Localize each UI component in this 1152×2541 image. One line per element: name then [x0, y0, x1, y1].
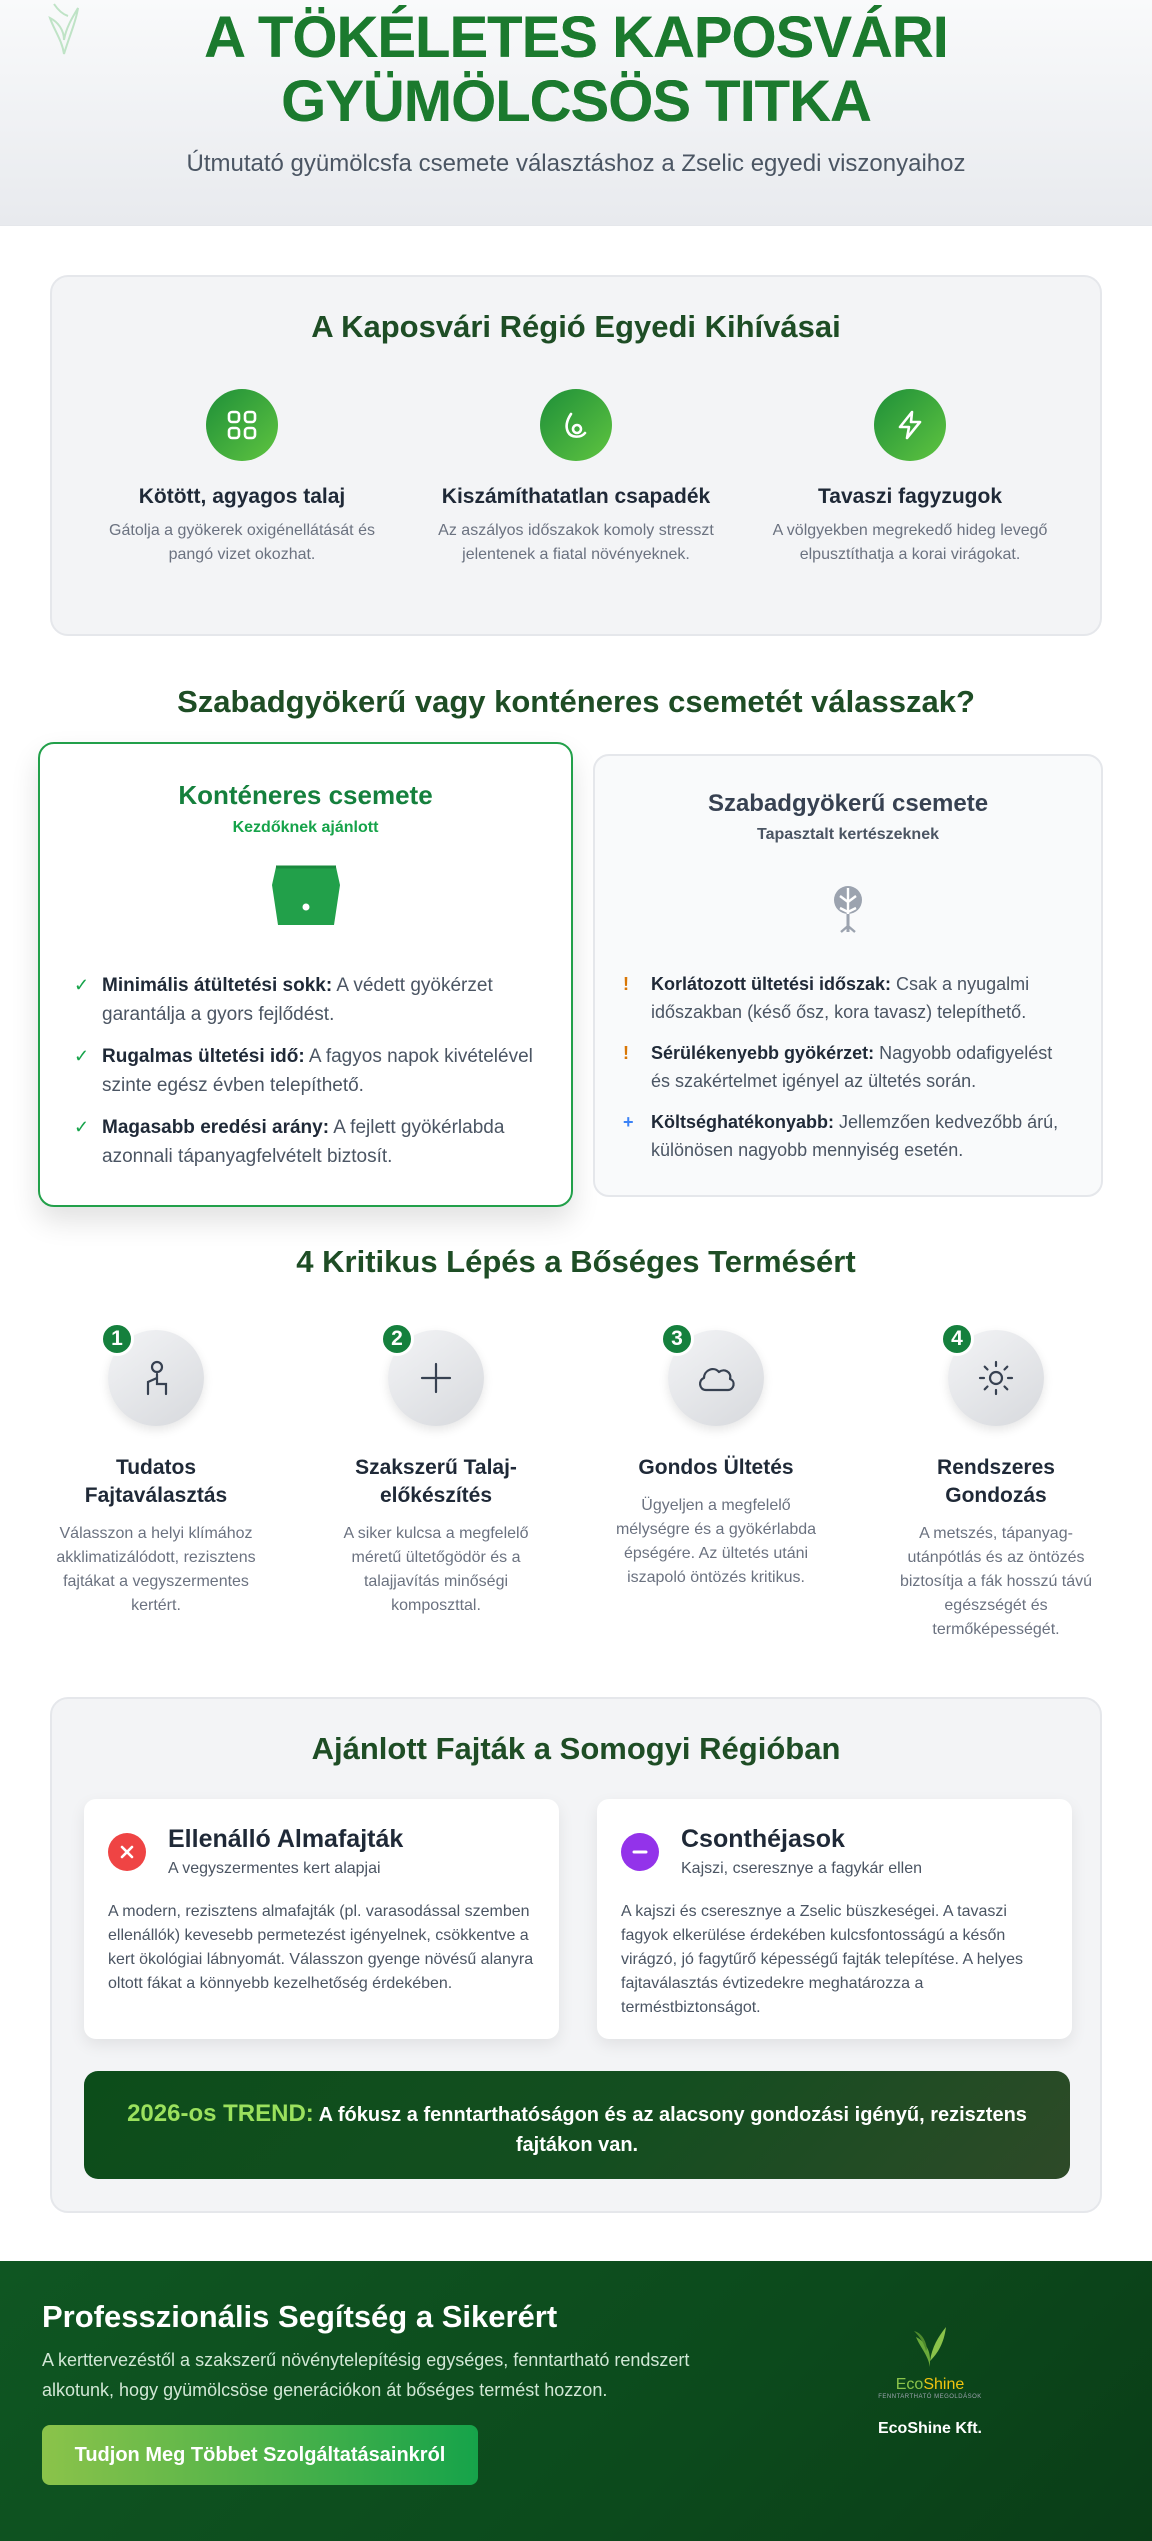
learn-more-button[interactable]: Tudjon Meg Többet Szolgáltatásainkról — [42, 2425, 478, 2485]
card-title: Szabadgyökerű csemete — [707, 790, 989, 817]
feature-text: A fejlett gyökérlabda azonnali tápanyagfelvételt biztosít. — [102, 1117, 505, 1167]
bareroot-seedling-card — [593, 754, 1103, 1197]
challenge-title: Kötött, agyagos talaj — [138, 485, 346, 508]
challenge-item — [760, 389, 1060, 567]
step-circle — [388, 1327, 484, 1426]
step-number: 1 — [100, 1322, 134, 1356]
person-icon — [136, 1358, 176, 1398]
feature-bold: Rugalmas ültetési idő: — [102, 1046, 305, 1067]
feature-item — [74, 1113, 535, 1171]
feature-bold: Sérülékenyebb gyökérzet: — [651, 1043, 875, 1063]
step-text: A siker kulcsa a megfelelő méretű ültetőgödör és a talajjavítás minőségi komposzttal. — [343, 1525, 529, 1614]
trend-label: 2026-os TREND: — [127, 2100, 314, 2127]
page-subtitle: Útmutató gyümölcsfa csemete választáshoz a Zselic egyedi viszonyaihoz — [186, 150, 966, 177]
steps-list — [46, 1327, 1106, 1642]
plus-icon: + — [623, 1112, 634, 1132]
step-item — [326, 1327, 546, 1642]
variety-card-stonefruit — [597, 1799, 1072, 2039]
logo-eco: Eco — [895, 2376, 924, 2393]
step-text: A metszés, tápanyag-utánpótlás és az öntözés biztosítja a fák hosszú távú egészségét és termőképességét. — [899, 1525, 1093, 1638]
feature-item — [74, 1042, 535, 1100]
challenge-text: Az aszályos időszakok komoly stresszt jelentenek a fiatal növényeknek. — [438, 522, 714, 563]
container-seedling-card — [38, 742, 573, 1207]
leaf-watermark-icon — [44, 0, 84, 56]
droplet-icon — [540, 389, 612, 461]
card-title: Konténeres csemete — [178, 780, 433, 810]
cloud-icon — [694, 1358, 738, 1398]
step-text: Ügyeljen a megfelelő mélységre és a gyökérlabda épségére. Az ültetés utáni iszapoló öntözés kritikus. — [615, 1497, 817, 1586]
step-title: Rendszeres Gondozás — [937, 1456, 1055, 1507]
feature-bold: Magasabb eredési arány: — [102, 1117, 330, 1138]
challenge-item — [92, 389, 392, 567]
step-circle — [108, 1327, 204, 1426]
step-item — [606, 1327, 826, 1642]
step-number: 2 — [380, 1322, 414, 1356]
check-icon: ✓ — [74, 1117, 90, 1137]
title-line-1: A TÖKÉLETES KAPOSVÁRI — [204, 5, 948, 70]
feature-text: Jellemzően kedvezőbb árú, különösen nagyobb mennyiség esetén. — [651, 1112, 1059, 1160]
minus-circle-icon — [621, 1833, 659, 1871]
logo-shine: Shine — [923, 2376, 965, 2393]
step-title: Szakszerű Talaj-előkészítés — [355, 1456, 517, 1507]
sun-icon — [976, 1358, 1016, 1398]
bareroot-feature-list — [595, 970, 1101, 1164]
card-subtitle: Kezdőknek ajánlott — [232, 819, 379, 836]
feature-item — [623, 1108, 1071, 1164]
container-feature-list — [40, 971, 571, 1171]
challenge-text: A völgyekben megrekedő hideg levegő elpusztíthatja a korai virágokat. — [772, 522, 1048, 563]
company-logo — [850, 2321, 1010, 2438]
feature-text: Nagyobb odafigyelést és szakértelmet igényel az ültetés során. — [651, 1043, 1053, 1091]
trend-text: A fókusz a fenntarthatóságon és az alacsony gondozási igényű, rezisztens fajtákon van. — [313, 2104, 1027, 2156]
tree-roots-icon — [828, 884, 868, 934]
feature-text: A védett gyökérzet garantálja a gyors fejlődést. — [102, 975, 493, 1025]
feature-item — [74, 971, 535, 1029]
variety-title: Csonthéjasok — [681, 1825, 845, 1853]
logo-tagline: FENNTARTHATÓ MEGOLDÁSOK — [878, 2394, 982, 2400]
leaf-logo-icon — [908, 2321, 952, 2369]
warning-icon: ! — [623, 1043, 629, 1063]
variety-text: A kajszi és cseresznye a Zselic büszkeségei. A tavaszi fagyok elkerülése érdekében kulcsfontosságú a későn virágzó, jó fagytűrő képességű fajták telepítése. A helyes fajtaválasztás évtizedekre meghatározza a terméstbiztonságot. — [621, 1903, 1024, 2016]
step-circle — [948, 1327, 1044, 1426]
hero-header — [0, 0, 1152, 226]
challenges-section — [50, 275, 1102, 636]
footer-text: A kerttervezéstől a szakszerű növénytelepítésig egységes, fenntartható rendszert alkotunk, hogy gyümölcsöse generációkon át bőséges termést hozzon. — [42, 2350, 690, 2400]
plus-icon — [416, 1358, 456, 1398]
steps-title: 4 Kritikus Lépés a Bőséges Termésért — [296, 1244, 856, 1279]
feature-item — [623, 970, 1071, 1026]
challenges-title: A Kaposvári Régió Egyedi Kihívásai — [311, 309, 841, 344]
variety-subtitle: A vegyszermentes kert alapjai — [168, 1860, 381, 1877]
plant-pot-icon — [268, 863, 344, 929]
feature-bold: Költséghatékonyabb: — [651, 1112, 835, 1132]
variety-card-apple — [84, 1799, 559, 2039]
lightning-icon — [874, 389, 946, 461]
warning-icon: ! — [623, 974, 629, 994]
variety-card-header — [108, 1823, 535, 1878]
varieties-title: Ajánlott Fajták a Somogyi Régióban — [311, 1731, 841, 1766]
footer — [0, 2261, 1152, 2541]
check-icon: ✓ — [74, 1046, 90, 1066]
card-subtitle: Tapasztalt kertészeknek — [756, 826, 939, 843]
variety-text: A modern, rezisztens almafajták (pl. varasodással szemben ellenállók) kevesebb permetezést igényelnek, csökkentve a kert ökológiai lábnyomát. Válasszon gyenge növésű alanyra oltott fákat a könnyebb kezelhetőség érdekében. — [108, 1903, 534, 1992]
challenge-title: Tavaszi fagyzugok — [818, 485, 1002, 508]
page-title — [0, 0, 1152, 134]
feature-bold: Korlátozott ültetési időszak: — [651, 974, 892, 994]
challenge-title: Kiszámíthatatlan csapadék — [441, 485, 711, 508]
step-number: 3 — [660, 1322, 694, 1356]
company-name: EcoShine Kft. — [877, 2420, 982, 2437]
footer-title: Professzionális Segítség a Sikerért — [42, 2299, 558, 2334]
check-icon: ✓ — [74, 975, 90, 995]
compare-title: Szabadgyökerű vagy konténeres csemetét válasszak? — [177, 684, 975, 719]
variety-title: Ellenálló Almafajták — [168, 1825, 404, 1853]
feature-item — [623, 1039, 1071, 1095]
grid-icon — [206, 389, 278, 461]
close-circle-icon — [108, 1833, 146, 1871]
step-circle — [668, 1327, 764, 1426]
step-item — [886, 1327, 1106, 1642]
challenges-grid — [52, 389, 1100, 567]
varieties-section — [50, 1697, 1102, 2213]
feature-text: Csak a nyugalmi időszakban (késő ősz, kora tavasz) telepíthető. — [651, 974, 1030, 1022]
trend-banner — [84, 2071, 1070, 2179]
step-title: Tudatos Fajtaválasztás — [84, 1456, 228, 1507]
step-item — [46, 1327, 266, 1642]
variety-card-header — [621, 1823, 1048, 1878]
title-line-2: GYÜMÖLCSÖS TITKA — [281, 69, 871, 134]
logo-wordmark — [850, 2376, 1010, 2394]
feature-bold: Minimális átültetési sokk: — [102, 975, 333, 996]
step-title: Gondos Ültetés — [638, 1456, 794, 1479]
step-text: Válasszon a helyi klímához akklimatizálódott, rezisztens fajtákat a vegyszermentes kertért. — [56, 1525, 256, 1614]
challenge-item — [426, 389, 726, 567]
challenge-text: Gátolja a gyökerek oxigénellátását és pangó vizet okozhat. — [109, 522, 375, 563]
variety-subtitle: Kajszi, cseresznye a fagykár ellen — [681, 1860, 922, 1877]
step-number: 4 — [940, 1322, 974, 1356]
feature-text: A fagyos napok kivételével szinte egész évben telepíthető. — [102, 1046, 533, 1096]
